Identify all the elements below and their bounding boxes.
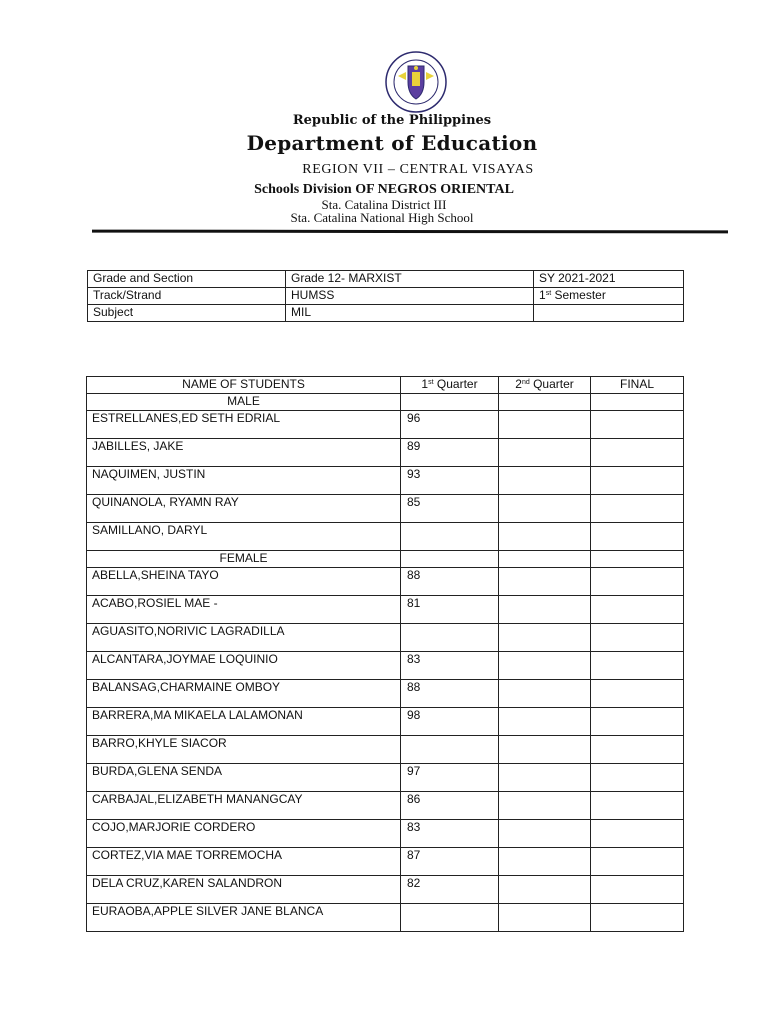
q1-grade: 83 — [401, 820, 499, 848]
student-row — [87, 848, 684, 876]
student-row — [87, 467, 684, 495]
student-name: CORTEZ,VIA MAE TORREMOCHA — [87, 848, 401, 876]
student-row — [87, 708, 684, 736]
q2-grade — [499, 708, 591, 736]
student-name: CARBAJAL,ELIZABETH MANANGCAY — [87, 792, 401, 820]
q1-grade — [401, 736, 499, 764]
q1-grade — [401, 904, 499, 932]
final-grade — [591, 568, 684, 596]
q2-suffix: nd — [521, 379, 530, 386]
q1-grade: 97 — [401, 764, 499, 792]
q1-grade: 82 — [401, 876, 499, 904]
student-name: EURAOBA,APPLE SILVER JANE BLANCA — [87, 904, 401, 932]
student-name: BURDA,GLENA SENDA — [87, 764, 401, 792]
q2-number: 2 — [515, 377, 522, 391]
student-name: ABELLA,SHEINA TAYO — [87, 568, 401, 596]
class-info-table — [87, 270, 684, 322]
header-divider — [92, 230, 728, 234]
district-heading: Sta. Catalina District III — [321, 197, 447, 212]
female-section-row — [87, 551, 684, 568]
q1-grade: 98 — [401, 708, 499, 736]
deped-seal-logo — [376, 50, 456, 114]
final-grade — [591, 411, 684, 439]
info-row — [88, 288, 684, 305]
final-grade — [591, 848, 684, 876]
final-grade — [591, 596, 684, 624]
final-grade — [591, 495, 684, 523]
final-column-header: FINAL — [591, 377, 684, 394]
student-row — [87, 568, 684, 596]
q2-grade — [499, 680, 591, 708]
q2-grade — [499, 523, 591, 551]
division-heading: Schools Division OF NEGROS ORIENTAL — [254, 182, 514, 197]
student-row — [87, 624, 684, 652]
q2-grade — [499, 467, 591, 495]
grade-section-label: Grade and Section — [88, 271, 286, 288]
q2-text: Quarter — [529, 377, 574, 391]
subject-value: MIL — [286, 305, 534, 322]
q1-grade: 88 — [401, 568, 499, 596]
student-row — [87, 439, 684, 467]
student-name: BALANSAG,CHARMAINE OMBOY — [87, 680, 401, 708]
student-name: DELA CRUZ,KAREN SALANDRON — [87, 876, 401, 904]
semester-text: Semester — [551, 288, 606, 302]
student-name: JABILLES, JAKE — [87, 439, 401, 467]
q2-grade — [499, 624, 591, 652]
q2-grade — [499, 904, 591, 932]
student-name: BARRO,KHYLE SIACOR — [87, 736, 401, 764]
student-name: QUINANOLA, RYAMN RAY — [87, 495, 401, 523]
student-row — [87, 411, 684, 439]
empty-cell — [534, 305, 684, 322]
student-name: NAQUIMEN, JUSTIN — [87, 467, 401, 495]
q1-grade: 83 — [401, 652, 499, 680]
q1-grade: 81 — [401, 596, 499, 624]
q1-grade: 86 — [401, 792, 499, 820]
q1-number: 1 — [421, 377, 429, 391]
male-section-label: MALE — [87, 394, 401, 411]
name-column-header: NAME OF STUDENTS — [87, 377, 401, 394]
male-section-row — [87, 394, 684, 411]
q2-grade — [499, 764, 591, 792]
student-row — [87, 495, 684, 523]
grades-table — [86, 376, 684, 932]
track-value: HUMSS — [286, 288, 534, 305]
student-row — [87, 736, 684, 764]
info-row — [88, 305, 684, 322]
student-name: ALCANTARA,JOYMAE LOQUINIO — [87, 652, 401, 680]
student-row — [87, 876, 684, 904]
student-row — [87, 652, 684, 680]
final-grade — [591, 792, 684, 820]
student-name: COJO,MARJORIE CORDERO — [87, 820, 401, 848]
q2-grade — [499, 848, 591, 876]
q2-grade — [499, 820, 591, 848]
q2-grade — [499, 792, 591, 820]
female-section-label: FEMALE — [87, 551, 401, 568]
q1-text: Quarter — [433, 377, 478, 391]
school-year: SY 2021-2021 — [534, 271, 684, 288]
q1-grade: 88 — [401, 680, 499, 708]
final-grade — [591, 764, 684, 792]
student-row — [87, 680, 684, 708]
student-name: SAMILLANO, DARYL — [87, 523, 401, 551]
q1-column-header — [401, 377, 499, 394]
grade-section-value: Grade 12- MARXIST — [286, 271, 534, 288]
student-row — [87, 523, 684, 551]
student-name: ACABO,ROSIEL MAE - — [87, 596, 401, 624]
q2-grade — [499, 876, 591, 904]
final-grade — [591, 708, 684, 736]
grades-header-row — [87, 377, 684, 394]
q1-grade: 87 — [401, 848, 499, 876]
q2-grade — [499, 411, 591, 439]
track-label: Track/Strand — [88, 288, 286, 305]
q1-suffix: st — [428, 379, 434, 386]
final-grade — [591, 736, 684, 764]
semester-suffix: st — [545, 290, 552, 297]
q1-grade — [401, 624, 499, 652]
q2-grade — [499, 495, 591, 523]
q2-grade — [499, 439, 591, 467]
q2-grade — [499, 652, 591, 680]
student-row — [87, 904, 684, 932]
student-name: AGUASITO,NORIVIC LAGRADILLA — [87, 624, 401, 652]
student-name: ESTRELLANES,ED SETH EDRIAL — [87, 411, 401, 439]
final-grade — [591, 680, 684, 708]
final-grade — [591, 439, 684, 467]
student-name: BARRERA,MA MIKAELA LALAMONAN — [87, 708, 401, 736]
final-grade — [591, 820, 684, 848]
q2-grade — [499, 736, 591, 764]
q1-grade: 93 — [401, 467, 499, 495]
subject-label: Subject — [88, 305, 286, 322]
student-row — [87, 792, 684, 820]
final-grade — [591, 523, 684, 551]
q2-column-header — [499, 377, 591, 394]
final-grade — [591, 904, 684, 932]
q2-grade — [499, 568, 591, 596]
semester-number: 1 — [539, 288, 546, 302]
info-row — [88, 271, 684, 288]
q1-grade: 85 — [401, 495, 499, 523]
q2-grade — [499, 596, 591, 624]
department-heading: Department of Education — [246, 131, 538, 155]
republic-heading: Republic of the Philippines — [292, 113, 492, 128]
student-row — [87, 820, 684, 848]
q1-grade: 89 — [401, 439, 499, 467]
school-heading: Sta. Catalina National High School — [290, 210, 474, 225]
q1-grade: 96 — [401, 411, 499, 439]
final-grade — [591, 467, 684, 495]
final-grade — [591, 652, 684, 680]
student-row — [87, 764, 684, 792]
student-row — [87, 596, 684, 624]
final-grade — [591, 876, 684, 904]
q1-grade — [401, 523, 499, 551]
final-grade — [591, 624, 684, 652]
region-heading: REGION VII – CENTRAL VISAYAS — [302, 162, 534, 177]
semester-cell — [534, 288, 684, 305]
